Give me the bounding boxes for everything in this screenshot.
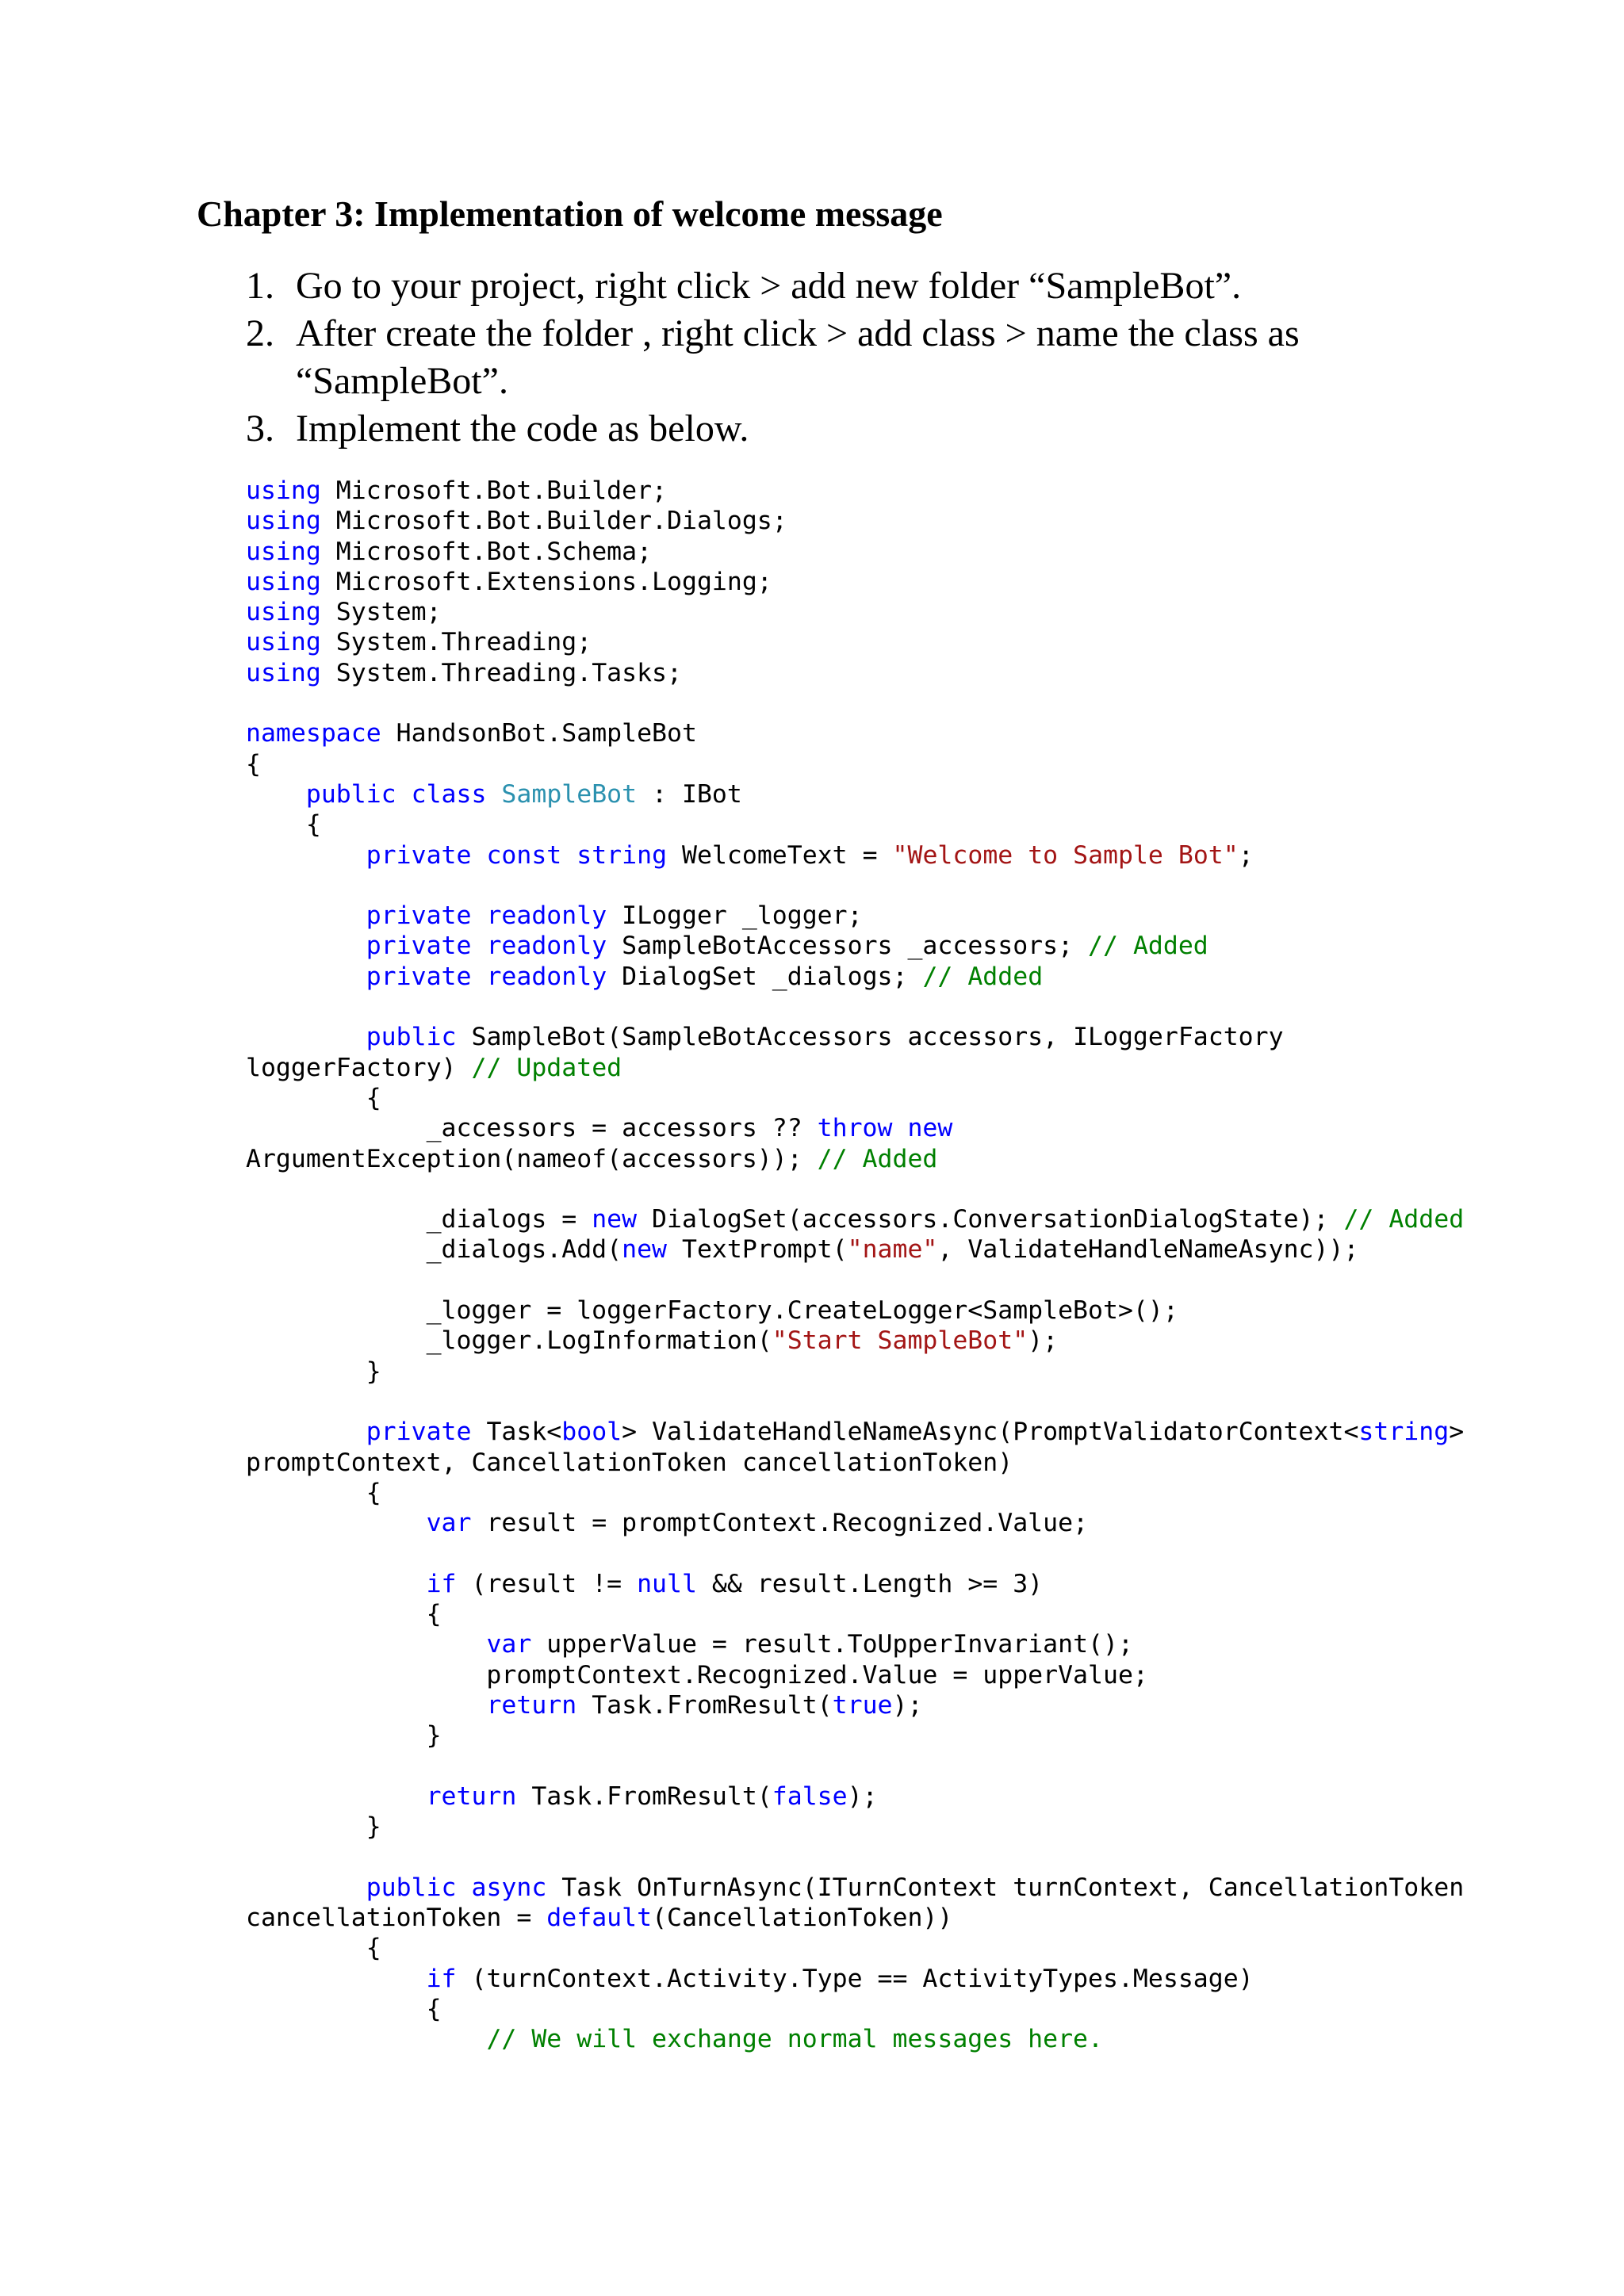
code-text: } — [246, 1812, 381, 1842]
code-text: Task OnTurnAsync(ITurnContext turnContext, CancellationToken — [546, 1873, 1465, 1902]
code-comment: // Added — [1343, 1205, 1465, 1234]
code-line — [246, 1751, 1464, 1781]
code-line — [246, 840, 1464, 871]
code-comment: // We will exchange normal messages here. — [486, 2025, 1103, 2054]
code-keyword: return — [486, 1690, 577, 1720]
code-keyword: using — [246, 567, 321, 596]
code-keyword: using — [246, 537, 321, 566]
code-line — [246, 809, 1464, 840]
code-keyword: throw — [817, 1114, 893, 1143]
code-text: { — [246, 1478, 381, 1507]
instruction-list — [238, 262, 1396, 453]
code-keyword: readonly — [486, 901, 607, 931]
code-line — [246, 1144, 1464, 1174]
code-text — [246, 841, 366, 870]
code-keyword: using — [246, 628, 321, 657]
list-item — [238, 310, 1396, 405]
code-keyword: async — [471, 1873, 547, 1902]
code-line — [246, 1053, 1464, 1083]
code-text: Microsoft.Bot.Schema; — [320, 537, 653, 566]
code-text — [471, 901, 486, 930]
code-text — [246, 1418, 366, 1446]
code-text: promptContext, CancellationToken cancellationToken) — [246, 1448, 1013, 1477]
code-line — [246, 1873, 1464, 1903]
code-line — [246, 476, 1464, 506]
code-line — [246, 1417, 1464, 1447]
code-line — [246, 1720, 1464, 1751]
code-line — [246, 627, 1464, 657]
code-line — [246, 1842, 1464, 1872]
code-line — [246, 1174, 1464, 1204]
code-text — [246, 1630, 486, 1659]
code-text — [246, 1023, 366, 1051]
code-text: System.Threading; — [320, 628, 592, 657]
code-text: ); — [892, 1690, 923, 1720]
step-number: 2. — [246, 312, 274, 354]
code-text — [486, 780, 501, 809]
code-keyword: using — [246, 507, 321, 536]
code-line — [246, 1569, 1464, 1599]
code-text: Task< — [471, 1418, 562, 1447]
code-text: : IBot — [637, 779, 742, 809]
code-keyword: bool — [561, 1418, 622, 1447]
code-text — [246, 932, 366, 960]
code-line — [246, 1022, 1464, 1052]
code-line — [246, 1629, 1464, 1659]
code-text: Task.FromResult( — [576, 1690, 833, 1720]
code-text — [396, 780, 412, 809]
code-line — [246, 2024, 1464, 2054]
code-keyword: private — [366, 962, 472, 991]
code-keyword: using — [246, 598, 321, 627]
step-number: 1. — [246, 265, 274, 307]
code-line — [246, 1478, 1464, 1508]
code-keyword: var — [486, 1630, 532, 1659]
code-text: _dialogs = — [246, 1205, 592, 1234]
code-text: ); — [1028, 1326, 1059, 1356]
code-line — [246, 688, 1464, 718]
code-text: > ValidateHandleNameAsync(PromptValidatorContext< — [622, 1418, 1359, 1447]
code-text: cancellationToken = — [246, 1903, 547, 1932]
code-keyword: new — [907, 1114, 953, 1143]
code-text — [246, 2025, 486, 2053]
code-keyword: private — [366, 840, 472, 870]
code-line — [246, 992, 1464, 1022]
code-text: { — [246, 810, 321, 840]
code-text: ; — [1238, 840, 1254, 870]
code-keyword: new — [622, 1235, 668, 1265]
code-line — [246, 1357, 1464, 1387]
code-text — [246, 1873, 366, 1902]
code-text: _logger = loggerFactory.CreateLogger<SampleBot>(); — [246, 1296, 1178, 1326]
code-line — [246, 718, 1464, 748]
code-keyword: string — [1358, 1418, 1450, 1447]
code-text: { — [246, 1083, 381, 1112]
code-line — [246, 1448, 1464, 1478]
code-text: DialogSet _dialogs; — [607, 962, 923, 991]
code-string: "Welcome to Sample Bot" — [892, 840, 1239, 870]
code-text — [246, 1570, 427, 1598]
code-keyword: class — [411, 779, 487, 809]
code-keyword: return — [426, 1781, 517, 1811]
code-line — [246, 749, 1464, 779]
code-line — [246, 597, 1464, 627]
code-keyword: string — [576, 840, 668, 870]
code-line — [246, 1204, 1464, 1234]
code-text — [246, 780, 306, 809]
code-text: _logger.LogInformation( — [246, 1326, 772, 1356]
code-keyword: true — [832, 1690, 893, 1720]
code-text — [471, 841, 486, 870]
code-line — [246, 779, 1464, 809]
code-line — [246, 567, 1464, 597]
code-line — [246, 1508, 1464, 1538]
code-comment: // Added — [922, 962, 1044, 991]
code-keyword: const — [486, 840, 562, 870]
code-line — [246, 1326, 1464, 1356]
code-text: loggerFactory) — [246, 1053, 472, 1082]
code-keyword: public — [305, 779, 396, 809]
code-text: , ValidateHandleNameAsync)); — [937, 1235, 1359, 1265]
code-line — [246, 1660, 1464, 1690]
code-text: HandsonBot.SampleBot — [381, 719, 697, 748]
code-listing — [246, 476, 1464, 2054]
code-line — [246, 537, 1464, 567]
code-line — [246, 1234, 1464, 1265]
code-comment: // Added — [817, 1144, 938, 1173]
code-text: { — [246, 1599, 442, 1628]
code-text: (turnContext.Activity.Type == ActivityTypes.Message) — [456, 1964, 1254, 1993]
code-line — [246, 1781, 1464, 1812]
code-text — [246, 1691, 486, 1720]
code-keyword: if — [426, 1569, 457, 1598]
list-item — [238, 262, 1396, 310]
code-line — [246, 931, 1464, 961]
code-line — [246, 1599, 1464, 1629]
code-keyword: namespace — [246, 719, 381, 748]
code-comment: // Updated — [471, 1053, 622, 1082]
code-type-name: SampleBot — [501, 779, 638, 809]
code-text: System.Threading.Tasks; — [320, 658, 682, 687]
code-text: (CancellationToken)) — [652, 1903, 953, 1932]
code-text — [246, 901, 366, 930]
code-text: ); — [847, 1781, 878, 1811]
code-text — [561, 841, 576, 870]
code-line — [246, 1903, 1464, 1933]
code-keyword: readonly — [486, 962, 607, 991]
code-text — [246, 1509, 427, 1537]
code-keyword: using — [246, 476, 321, 505]
code-text: ILogger _logger; — [607, 901, 863, 931]
code-text: _dialogs.Add( — [246, 1235, 622, 1265]
code-text — [246, 962, 366, 991]
code-text — [246, 1965, 427, 1993]
code-text: System; — [320, 598, 442, 627]
code-text: WelcomeText = — [667, 840, 893, 870]
code-text: result = promptContext.Recognized.Value; — [471, 1509, 1089, 1538]
code-line — [246, 871, 1464, 901]
code-line — [246, 1933, 1464, 1963]
code-keyword: using — [246, 658, 321, 687]
code-text: { — [246, 1934, 381, 1963]
code-keyword: public — [366, 1873, 457, 1902]
step-number: 3. — [246, 408, 274, 450]
code-comment: // Added — [1088, 932, 1208, 961]
code-keyword: var — [426, 1509, 472, 1538]
list-item — [238, 405, 1396, 453]
code-keyword: public — [366, 1023, 457, 1052]
code-text: Microsoft.Bot.Builder; — [320, 476, 668, 505]
code-text: _accessors = accessors ?? — [246, 1114, 818, 1143]
code-text: SampleBot(SampleBotAccessors accessors, ILoggerFactory — [456, 1023, 1284, 1052]
code-string: "Start SampleBot" — [772, 1326, 1028, 1356]
step-text: Implement the code as below. — [296, 408, 749, 450]
code-text — [246, 1782, 427, 1811]
step-text: After create the folder , right click > add class > name the class as “SampleBot”. — [296, 312, 1300, 402]
code-keyword: private — [366, 1418, 472, 1447]
code-text: { — [246, 749, 261, 779]
code-text: } — [246, 1721, 442, 1751]
code-line — [246, 962, 1464, 992]
code-keyword: readonly — [486, 932, 607, 961]
code-text: (result != — [456, 1569, 638, 1598]
code-keyword: default — [546, 1903, 653, 1932]
code-line — [246, 1387, 1464, 1417]
code-keyword: private — [366, 901, 472, 931]
code-text: Microsoft.Bot.Builder.Dialogs; — [320, 507, 787, 536]
code-text — [892, 1114, 907, 1142]
code-text: > — [1449, 1418, 1465, 1447]
code-text: promptContext.Recognized.Value = upperValue; — [246, 1660, 1148, 1689]
code-line — [246, 1265, 1464, 1295]
code-text: upperValue = result.ToUpperInvariant(); — [531, 1630, 1133, 1659]
code-line — [246, 1538, 1464, 1568]
code-keyword: false — [772, 1781, 848, 1811]
code-keyword: new — [592, 1205, 638, 1234]
code-text — [457, 1873, 472, 1902]
code-text: && result.Length >= 3) — [696, 1569, 1044, 1598]
step-text: Go to your project, right click > add new folder “SampleBot”. — [296, 265, 1242, 307]
code-text — [471, 962, 486, 991]
code-keyword: private — [366, 932, 472, 961]
code-text — [471, 932, 486, 960]
code-line — [246, 658, 1464, 688]
code-text: } — [246, 1357, 381, 1386]
code-text: { — [246, 1994, 442, 2023]
code-text: Microsoft.Extensions.Logging; — [320, 567, 772, 596]
code-line — [246, 1083, 1464, 1113]
code-keyword: null — [637, 1569, 697, 1598]
code-text: TextPrompt( — [667, 1235, 848, 1265]
code-line — [246, 1690, 1464, 1720]
code-line — [246, 506, 1464, 536]
code-line — [246, 1295, 1464, 1326]
code-line — [246, 1964, 1464, 1994]
code-line — [246, 1812, 1464, 1842]
code-text: ArgumentException(nameof(accessors)); — [246, 1144, 818, 1173]
code-line — [246, 901, 1464, 931]
code-keyword: if — [426, 1964, 457, 1993]
chapter-heading: Chapter 3: Implementation of welcome message — [197, 193, 943, 234]
code-text: Task.FromResult( — [516, 1781, 772, 1811]
code-line — [246, 1113, 1464, 1143]
code-text: DialogSet(accessors.ConversationDialogState); — [637, 1205, 1344, 1234]
code-line — [246, 1994, 1464, 2024]
code-string: "name" — [847, 1235, 938, 1265]
code-text: SampleBotAccessors _accessors; — [607, 932, 1089, 961]
